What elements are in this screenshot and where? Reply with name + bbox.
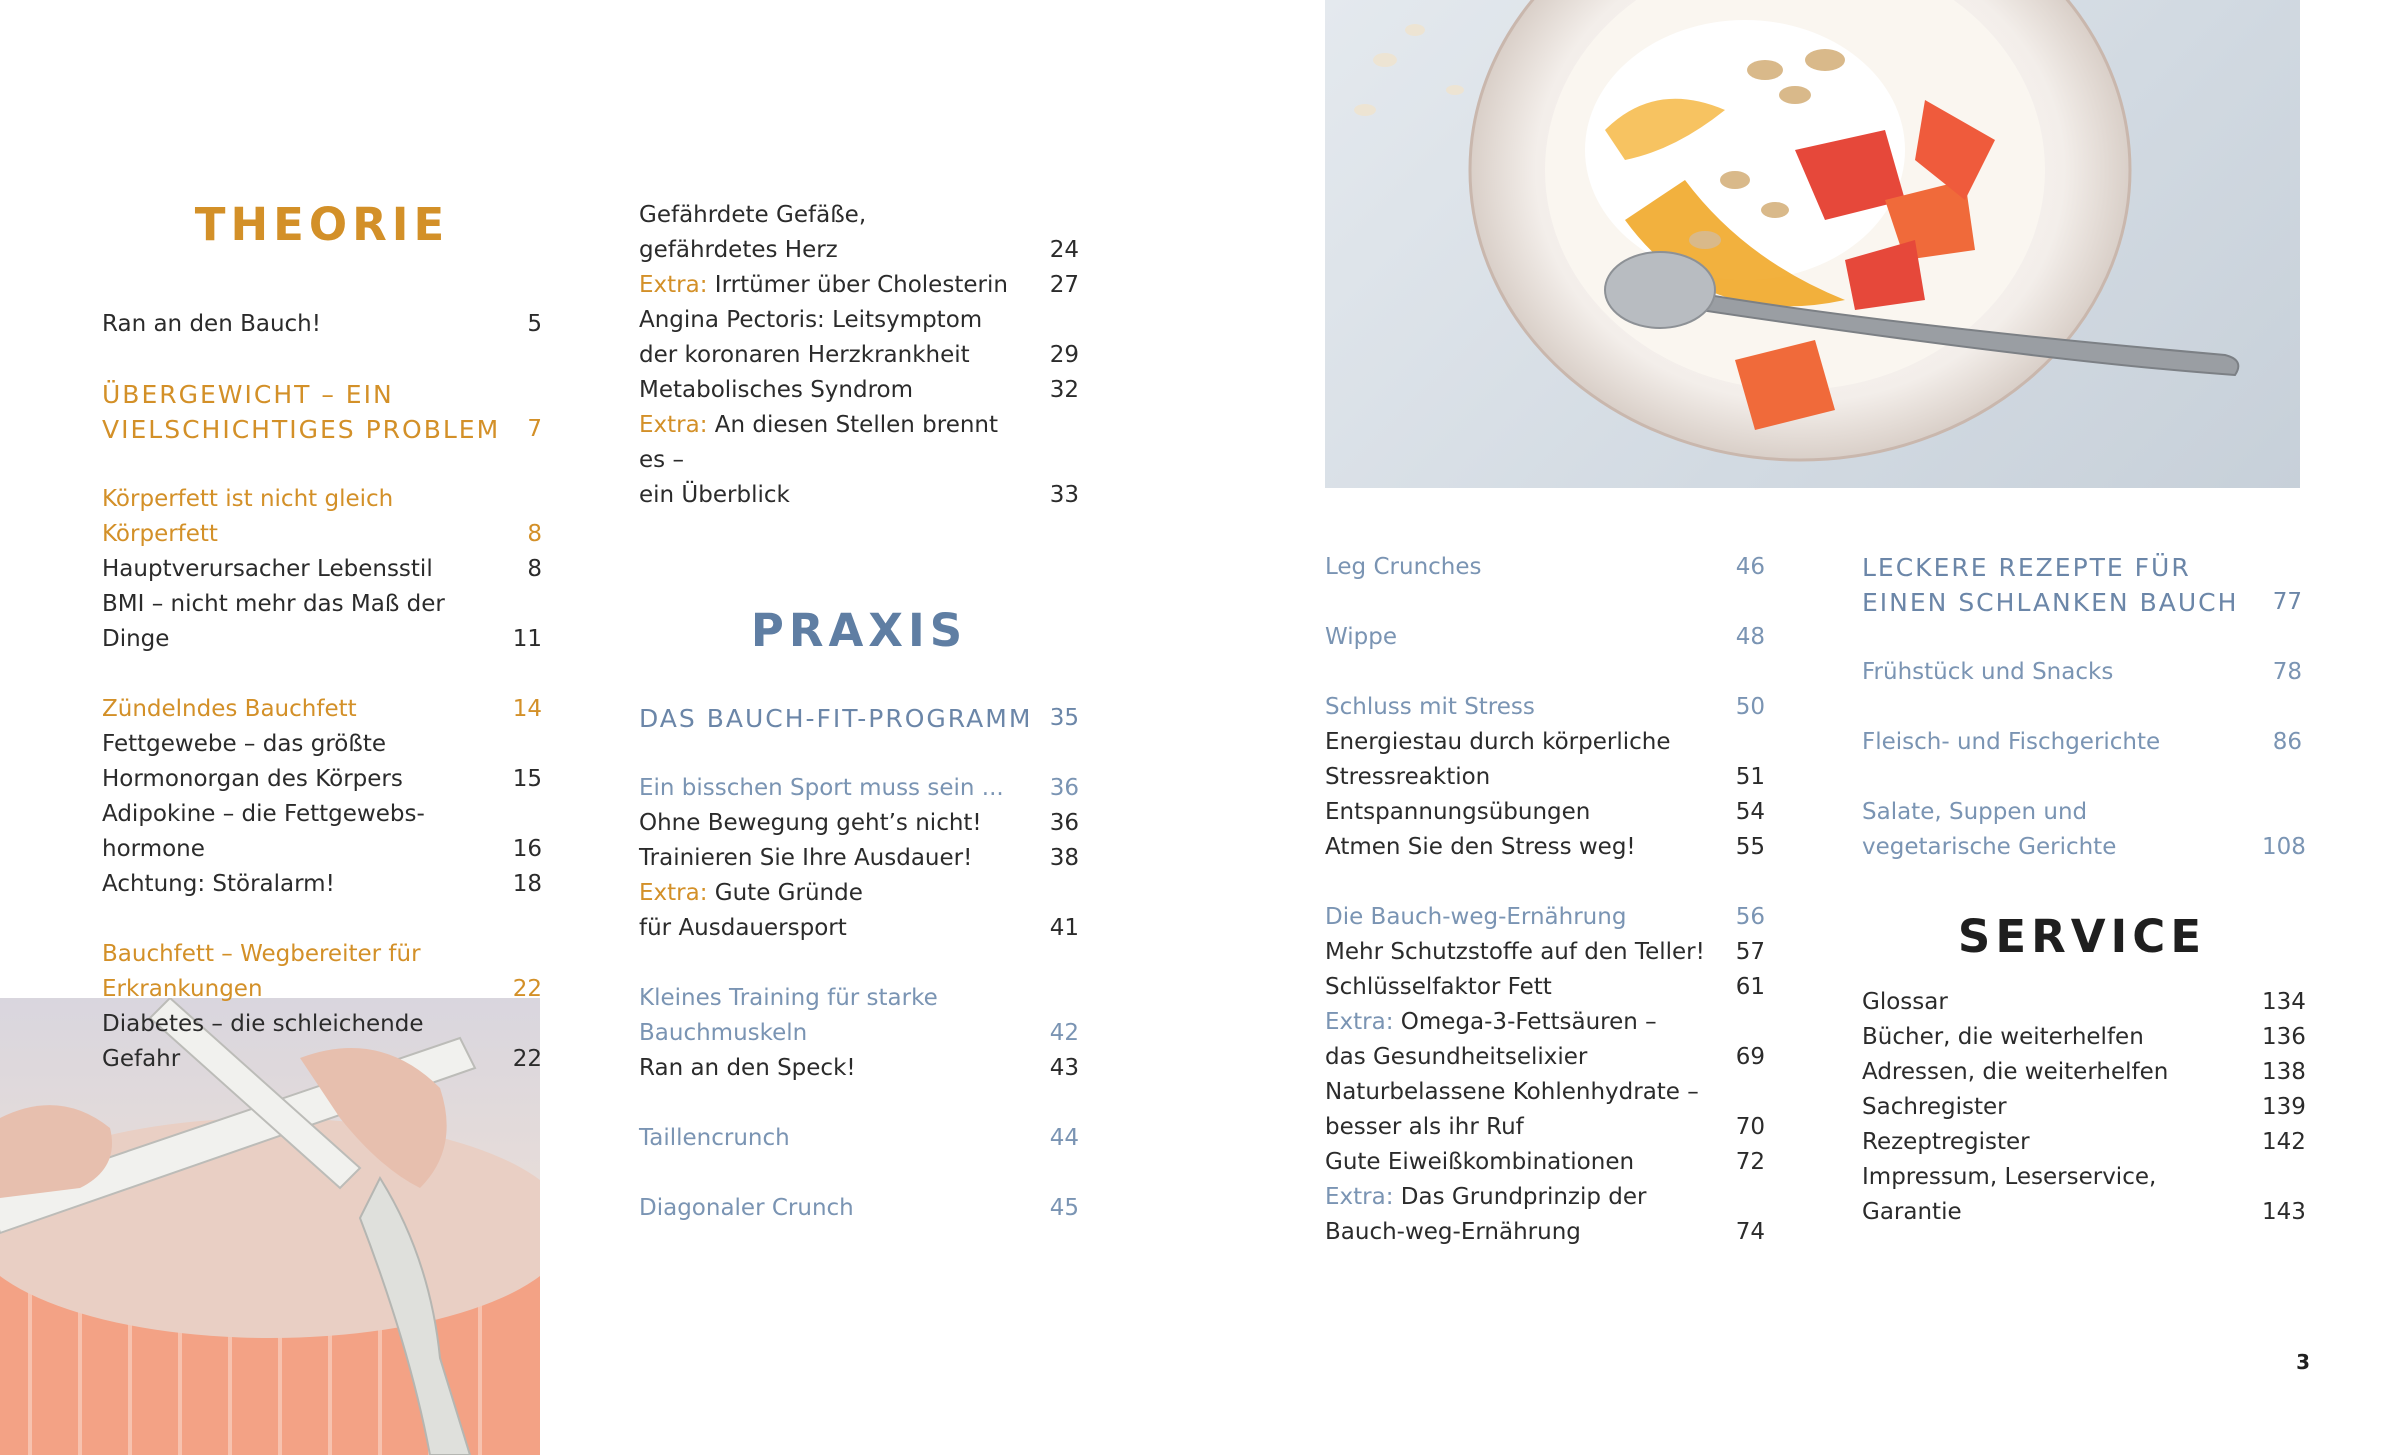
- toc-entry[interactable]: [639, 373, 1079, 408]
- toc-entry[interactable]: [639, 841, 1079, 876]
- toc-entry[interactable]: [1325, 935, 1765, 970]
- toc-entry[interactable]: [102, 867, 542, 902]
- toc-entry-page: 54: [1735, 799, 1765, 825]
- toc-entry-page: 16: [512, 836, 542, 862]
- toc-section-page: 14: [512, 696, 542, 722]
- page-number: 3: [2296, 1350, 2310, 1374]
- toc-entry[interactable]: [1325, 830, 1765, 865]
- toc-section[interactable]: [639, 771, 1079, 806]
- toc-entry-page: 38: [1049, 845, 1079, 871]
- toc-section[interactable]: [639, 981, 1079, 1051]
- toc-entry[interactable]: [1862, 1125, 2306, 1160]
- toc-entry-title: Energiestau durch körperliche Stressreaktion: [1325, 729, 1671, 790]
- toc-section[interactable]: [1862, 725, 2302, 760]
- toc-entry-title: Achtung: Störalarm!: [102, 871, 335, 897]
- toc-entry-page: 36: [1049, 810, 1079, 836]
- toc-entry-page: 33: [1049, 482, 1079, 508]
- toc-section-title: Frühstück und Snacks: [1862, 659, 2114, 685]
- toc-entry-title: Extra: Omega-3-Fettsäuren – das Gesundheitselixier: [1325, 1009, 1657, 1070]
- toc-entry-page: 139: [2262, 1094, 2306, 1120]
- toc-entry-page: 70: [1735, 1114, 1765, 1140]
- toc-entry-title: Extra: An diesen Stellen brennt es – ein Überblick: [639, 412, 999, 508]
- toc-section-title: Bauchfett – Wegbereiter für Erkrankungen: [102, 941, 421, 1002]
- toc-entry-title: Ran an den Bauch!: [102, 311, 321, 337]
- toc-entry-title: Extra: Das Grundprinzip der Bauch-weg-Ernährung: [1325, 1184, 1647, 1245]
- toc-entry-page: 143: [2262, 1199, 2306, 1225]
- toc-section-title: Fleisch- und Fischgerichte: [1862, 729, 2161, 755]
- toc-section-title: Diagonaler Crunch: [639, 1195, 854, 1221]
- toc-entry-title: Extra: Gute Gründe für Ausdauersport: [639, 880, 863, 941]
- extra-label: Extra:: [639, 880, 708, 906]
- toc-entry-page: 32: [1049, 377, 1079, 403]
- chapter-heading[interactable]: [639, 701, 1079, 736]
- toc-section[interactable]: [1862, 795, 2306, 865]
- toc-section-title: Taillencrunch: [639, 1125, 790, 1151]
- toc-entry[interactable]: [102, 552, 542, 587]
- toc-entry-title: Impressum, Leserservice, Garantie: [1862, 1164, 2157, 1225]
- toc-entry[interactable]: [639, 1051, 1079, 1086]
- toc-entry[interactable]: [1862, 985, 2306, 1020]
- toc-entry[interactable]: [639, 303, 1079, 373]
- toc-entry-title: Bücher, die weiterhelfen: [1862, 1024, 2144, 1050]
- toc-entry-page: 18: [512, 871, 542, 897]
- toc-section[interactable]: [1325, 900, 1765, 935]
- chapter-heading-page: 77: [2272, 589, 2302, 615]
- toc-section[interactable]: [102, 937, 542, 1007]
- toc-entry-page: 51: [1735, 764, 1765, 790]
- toc-column-theorie: [102, 195, 542, 1077]
- chapter-heading[interactable]: [1862, 550, 2302, 620]
- extra-label: Extra:: [1325, 1009, 1394, 1035]
- yogurt-bowl-image: [1325, 0, 2300, 488]
- toc-entry-extra[interactable]: [639, 408, 1079, 513]
- toc-section-page: 45: [1049, 1195, 1079, 1221]
- toc-entry-title: Extra: Irrtümer über Cholesterin: [639, 272, 1008, 298]
- toc-section-page: 44: [1049, 1125, 1079, 1151]
- chapter-heading[interactable]: [102, 377, 542, 447]
- toc-entry-extra[interactable]: [639, 876, 1079, 946]
- toc-entry-extra[interactable]: [1325, 1005, 1765, 1075]
- toc-entry-title: Glossar: [1862, 989, 1948, 1015]
- toc-entry[interactable]: [1862, 1090, 2306, 1125]
- toc-entry-page: 61: [1735, 974, 1765, 1000]
- toc-section[interactable]: [639, 1121, 1079, 1156]
- toc-section-title: Leg Crunches: [1325, 554, 1482, 580]
- part-title-service: SERVICE: [1957, 910, 2207, 963]
- toc-section-title: Ein bisschen Sport muss sein ...: [639, 775, 1004, 801]
- toc-section[interactable]: [102, 692, 542, 727]
- toc-entry-page: 15: [512, 766, 542, 792]
- toc-entry[interactable]: [1862, 1160, 2306, 1230]
- toc-entry-title: Mehr Schutzstoffe auf den Teller!: [1325, 939, 1705, 965]
- toc-section-page: 56: [1735, 904, 1765, 930]
- part-title-praxis: PRAXIS: [750, 604, 968, 657]
- toc-column-rezepte-service: [1862, 550, 2306, 1230]
- toc-section-page: 42: [1049, 1020, 1079, 1046]
- toc-section[interactable]: [1325, 620, 1765, 655]
- chapter-heading-page: 35: [1049, 705, 1079, 731]
- toc-entry-title: Gefährdete Gefäße, gefährdetes Herz: [639, 202, 867, 263]
- toc-entry-title: Ohne Bewegung geht’s nicht!: [639, 810, 982, 836]
- part-title-theorie: THEORIE: [194, 198, 450, 251]
- toc-entry-page: 27: [1049, 272, 1079, 298]
- toc-entry-page: 24: [1049, 237, 1079, 263]
- toc-entry-page: 138: [2262, 1059, 2306, 1085]
- toc-entry-title: Naturbelassene Kohlenhydrate – besser als ihr Ruf: [1325, 1079, 1699, 1140]
- toc-section-page: 78: [2272, 659, 2302, 685]
- toc-section-title: Kleines Training für starke Bauchmuskeln: [639, 985, 938, 1046]
- toc-entry[interactable]: [1325, 795, 1765, 830]
- toc-entry-page: 74: [1735, 1219, 1765, 1245]
- toc-entry[interactable]: [1325, 725, 1765, 795]
- toc-entry-title: Gute Eiweißkombinationen: [1325, 1149, 1635, 1175]
- toc-entry-title: Rezeptregister: [1862, 1129, 2030, 1155]
- toc-section-page: 8: [527, 521, 542, 547]
- toc-section-page: 22: [512, 976, 542, 1002]
- toc-entry[interactable]: [102, 307, 542, 342]
- toc-entry-title: Sachregister: [1862, 1094, 2007, 1120]
- extra-label: Extra:: [639, 272, 708, 298]
- toc-entry-title: Schlüsselfaktor Fett: [1325, 974, 1552, 1000]
- toc-entry[interactable]: [102, 587, 542, 657]
- toc-entry[interactable]: [1325, 1075, 1765, 1145]
- toc-entry-page: 22: [512, 1046, 542, 1072]
- toc-entry[interactable]: [102, 727, 542, 797]
- toc-entry-page: 11: [512, 626, 542, 652]
- toc-entry[interactable]: [639, 198, 1079, 268]
- toc-entry-title: Ran an den Speck!: [639, 1055, 856, 1081]
- extra-label: Extra:: [1325, 1184, 1394, 1210]
- toc-entry-title: Entspannungsübungen: [1325, 799, 1591, 825]
- toc-entry[interactable]: [1862, 1020, 2306, 1055]
- toc-section-page: 48: [1735, 624, 1765, 650]
- toc-entry[interactable]: [1862, 1055, 2306, 1090]
- toc-entry-title: Atmen Sie den Stress weg!: [1325, 834, 1636, 860]
- toc-entry-page: 55: [1735, 834, 1765, 860]
- toc-entry[interactable]: [102, 1007, 542, 1077]
- toc-entry-page: 29: [1049, 342, 1079, 368]
- toc-section-page: 50: [1735, 694, 1765, 720]
- toc-entry-title: Trainieren Sie Ihre Ausdauer!: [639, 845, 973, 871]
- toc-entry-page: 41: [1049, 915, 1079, 941]
- toc-entry-title: Metabolisches Syndrom: [639, 377, 914, 403]
- chapter-heading-page: 7: [527, 416, 542, 442]
- toc-section-title: Salate, Suppen und vegetarische Gerichte: [1862, 799, 2117, 860]
- toc-column-praxis: [639, 198, 1079, 1226]
- toc-entry-page: 136: [2262, 1024, 2306, 1050]
- chapter-heading-title: DAS BAUCH-FIT-PROGRAMM: [639, 704, 1033, 733]
- toc-entry-page: 57: [1735, 939, 1765, 965]
- toc-section[interactable]: [1862, 655, 2302, 690]
- toc-section[interactable]: [102, 482, 542, 552]
- toc-entry-title: Hauptverursacher Lebensstil: [102, 556, 433, 582]
- toc-column-praxis-continued: [1325, 550, 1765, 1250]
- toc-section-page: 46: [1735, 554, 1765, 580]
- toc-entry[interactable]: [1325, 970, 1765, 1005]
- toc-entry[interactable]: [102, 797, 542, 867]
- photo-yogurt-bowl: [1325, 0, 2300, 488]
- toc-entry-title: Fettgewebe – das größte Hormonorgan des Körpers: [102, 731, 403, 792]
- toc-section-title: Die Bauch-weg-Ernährung: [1325, 904, 1627, 930]
- toc-section-title: Zündelndes Bauchfett: [102, 696, 357, 722]
- toc-entry-page: 5: [527, 311, 542, 337]
- chapter-heading-title: LECKERE REZEPTE FÜR EINEN SCHLANKEN BAUCH: [1862, 553, 2239, 617]
- toc-entry[interactable]: [639, 806, 1079, 841]
- toc-entry-page: 8: [527, 556, 542, 582]
- toc-section-page: 108: [2262, 834, 2306, 860]
- toc-section-title: Körperfett ist nicht gleich Körperfett: [102, 486, 394, 547]
- toc-entry-page: 69: [1735, 1044, 1765, 1070]
- toc-entry-title: Adipokine – die Fettgewebs- hormone: [102, 801, 425, 862]
- toc-entry-page: 142: [2262, 1129, 2306, 1155]
- chapter-heading-title: ÜBERGEWICHT – EIN VIELSCHICHTIGES PROBLEM: [102, 380, 501, 444]
- toc-entry-title: Angina Pectoris: Leitsymptom der koronaren Herzkrankheit: [639, 307, 983, 368]
- toc-entry-title: Diabetes – die schleichende Gefahr: [102, 1011, 424, 1072]
- toc-section[interactable]: [1325, 550, 1765, 585]
- toc-entry-title: BMI – nicht mehr das Maß der Dinge: [102, 591, 445, 652]
- toc-entry-page: 43: [1049, 1055, 1079, 1081]
- toc-section[interactable]: [1325, 690, 1765, 725]
- toc-section-title: Wippe: [1325, 624, 1397, 650]
- toc-entry-page: 72: [1735, 1149, 1765, 1175]
- extra-label: Extra:: [639, 412, 708, 438]
- toc-section-page: 36: [1049, 775, 1079, 801]
- toc-entry-title: Adressen, die weiterhelfen: [1862, 1059, 2169, 1085]
- toc-entry-extra[interactable]: [639, 268, 1079, 303]
- toc-section[interactable]: [639, 1191, 1079, 1226]
- toc-section-page: 86: [2272, 729, 2302, 755]
- toc-entry[interactable]: [1325, 1145, 1765, 1180]
- toc-entry-extra[interactable]: [1325, 1180, 1765, 1250]
- toc-section-title: Schluss mit Stress: [1325, 694, 1535, 720]
- toc-entry-page: 134: [2262, 989, 2306, 1015]
